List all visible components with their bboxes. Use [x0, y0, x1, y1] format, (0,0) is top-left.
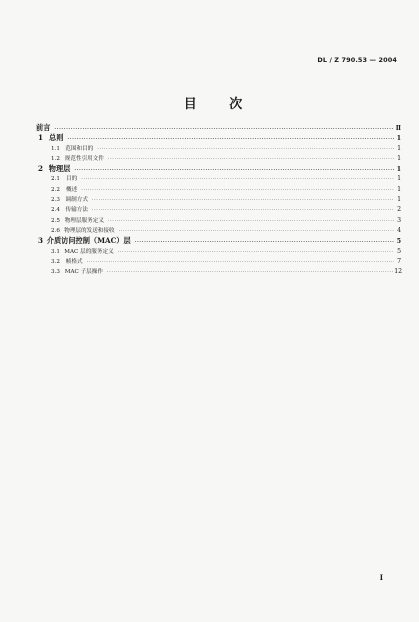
- dot-leader: [92, 195, 394, 205]
- table-of-contents: [36, 123, 401, 277]
- toc-entry-number: 2.2: [51, 186, 60, 193]
- toc-entry-page: 12: [394, 268, 403, 276]
- dot-leader: [108, 216, 394, 226]
- toc-entry: [36, 174, 401, 184]
- toc-entry-label: 物理层服务定义: [64, 217, 104, 224]
- dot-leader: [119, 226, 394, 236]
- toc-entry-label: 概述: [66, 186, 78, 193]
- toc-entry-page: 1: [396, 135, 401, 143]
- toc-entry-number: 1.1: [51, 145, 60, 152]
- toc-entry-number: 3.3: [51, 269, 60, 276]
- toc-entry-label: 总则: [49, 133, 64, 143]
- toc-entry-number: 2.3: [51, 197, 60, 204]
- toc-entry-page: 1: [397, 144, 401, 152]
- toc-entry: [36, 226, 401, 236]
- toc-entry-number: 2.4: [51, 207, 60, 214]
- toc-entry: [36, 195, 401, 205]
- toc-entry-label: 物理层的发送和接收: [64, 227, 115, 234]
- toc-entry-page: 1: [397, 196, 401, 204]
- toc-entry-page: 3: [397, 216, 401, 224]
- toc-entry-label: 前言: [36, 123, 51, 132]
- toc-entry-label: 物理层: [48, 164, 71, 174]
- toc-entry-page: 1: [397, 185, 401, 193]
- toc-entry-number: 2.6: [51, 227, 60, 234]
- toc-entry: [36, 257, 401, 267]
- toc-entry: [36, 144, 401, 154]
- toc-entry-page: 5: [396, 238, 401, 246]
- toc-entry-label: MAC 子层操作: [64, 269, 103, 276]
- toc-title: 目 次: [183, 97, 257, 112]
- toc-entry-page: Ⅱ: [395, 125, 401, 132]
- toc-entry-page: 7: [397, 257, 401, 265]
- toc-entry-page: 2: [397, 206, 401, 214]
- toc-entry: [36, 185, 401, 195]
- dot-leader: [54, 124, 394, 134]
- toc-entry: [36, 247, 401, 257]
- toc-entry: [36, 216, 401, 226]
- toc-entry-page: 5: [397, 247, 401, 255]
- toc-entry: [36, 205, 401, 215]
- toc-entry-page: 1: [397, 175, 401, 183]
- toc-entry-number: 3.2: [51, 258, 60, 265]
- toc-entry: [36, 154, 401, 164]
- toc-entry: [36, 164, 401, 174]
- toc-entry: [36, 267, 401, 277]
- toc-entry-page: 1: [397, 154, 401, 162]
- toc-entry-number: 2.1: [51, 176, 60, 183]
- dot-leader: [87, 257, 394, 267]
- toc-entry-label: 目的: [66, 176, 78, 183]
- dot-leader: [81, 174, 394, 184]
- toc-entry-number: 3: [38, 236, 44, 246]
- dot-leader: [92, 205, 394, 215]
- dot-leader: [108, 154, 394, 164]
- dot-leader: [118, 247, 394, 257]
- page-number: I: [379, 573, 383, 582]
- dot-leader: [81, 185, 394, 195]
- toc-entry-label: 介质访问控制（MAC）层: [46, 236, 131, 246]
- toc-entry-label: 帧格式: [65, 258, 83, 265]
- dot-leader: [107, 267, 393, 277]
- toc-entry-label: 传输方法: [65, 207, 88, 214]
- toc-entry-number: 2.5: [51, 217, 60, 224]
- toc-entry: [36, 236, 401, 246]
- toc-entry-number: 2: [38, 164, 44, 174]
- toc-entry-number: 1: [38, 133, 44, 143]
- toc-entry-number: 3.1: [51, 248, 60, 255]
- toc-entry-number: 1.2: [51, 155, 60, 162]
- dot-leader: [97, 144, 394, 154]
- toc-entry: [36, 133, 401, 143]
- toc-entry-label: 规范性引用文件: [64, 155, 104, 162]
- toc-entry-page: 1: [396, 166, 401, 174]
- toc-entry-label: 范围和目的: [65, 145, 94, 152]
- toc-entry-page: 4: [397, 226, 401, 234]
- toc-entry-label: MAC 层的服务定义: [64, 248, 114, 255]
- standard-code: DL / Z 790.53 — 2004: [317, 56, 397, 64]
- toc-entry-label: 调制方式: [65, 197, 88, 204]
- toc-entry: [36, 123, 401, 133]
